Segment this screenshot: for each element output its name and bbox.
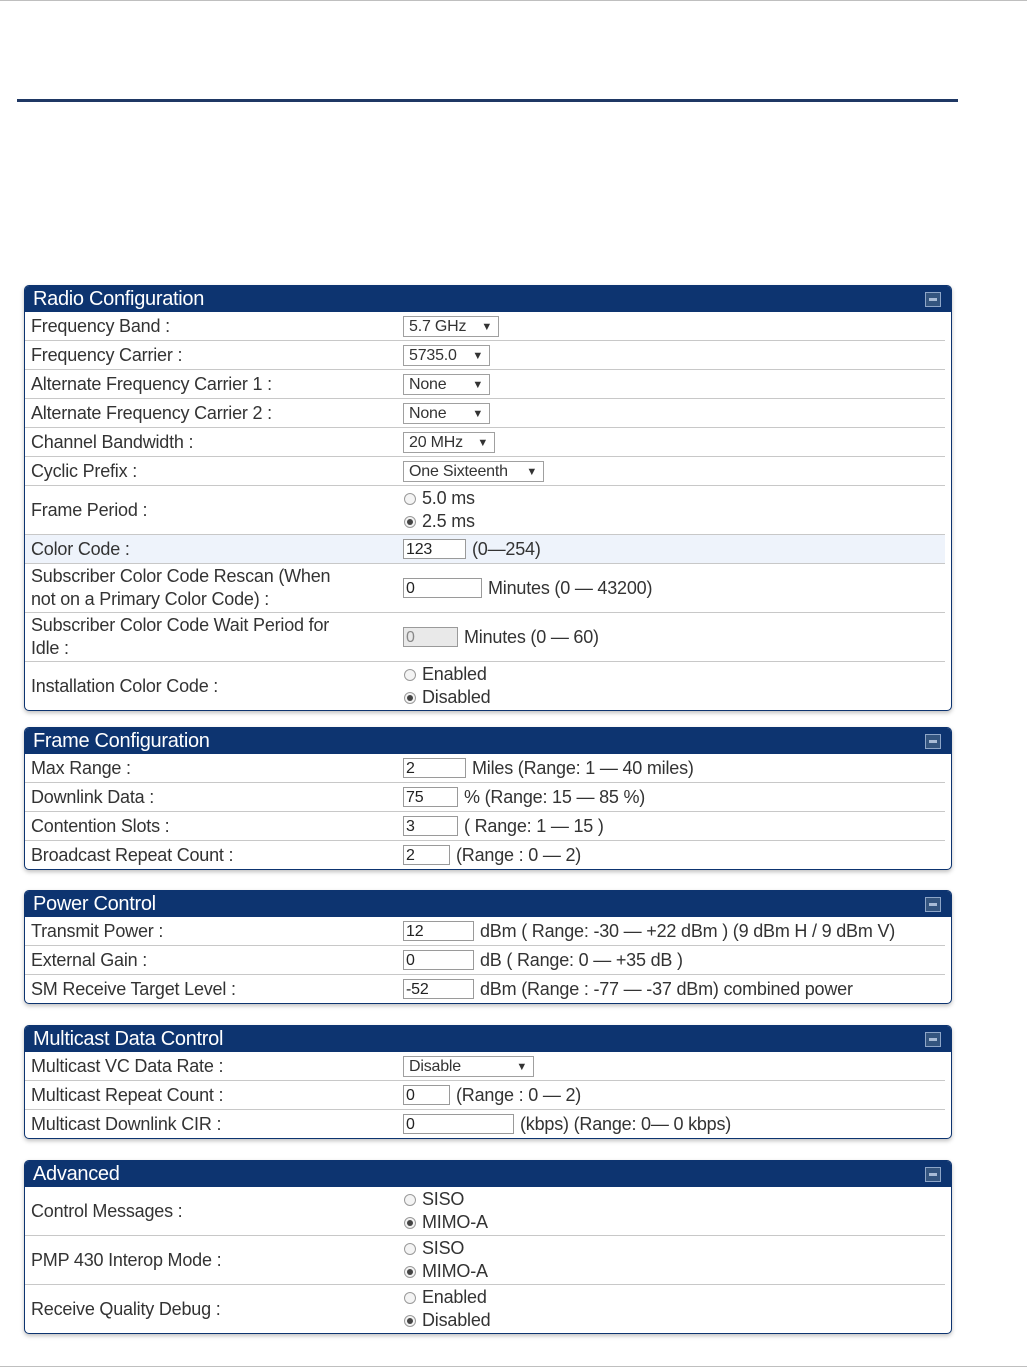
installation-color-code-label: Installation Color Code :	[31, 675, 219, 696]
color-code-rescan-range: Minutes (0 — 43200)	[488, 577, 653, 598]
dropdown-arrow-icon: ▼	[526, 465, 537, 478]
multicast-vc-data-rate-select[interactable]	[403, 1056, 534, 1077]
receive-quality-debug-option-disabled[interactable]	[403, 1309, 490, 1332]
broadcast-repeat-input[interactable]: 2	[403, 845, 450, 865]
multicast-repeat-count-row	[25, 1081, 945, 1110]
panel-title	[25, 891, 951, 917]
frame-configuration-panel	[24, 727, 952, 870]
panel-title	[25, 1026, 951, 1052]
cyclic-prefix-label: Cyclic Prefix :	[31, 460, 138, 481]
collapse-icon[interactable]	[925, 734, 941, 749]
interop-mode-label: PMP 430 Interop Mode :	[31, 1249, 222, 1270]
interop-mode-option-siso[interactable]	[403, 1237, 488, 1260]
downlink-data-label: Downlink Data :	[31, 786, 155, 807]
frame-period-label: Frame Period :	[31, 499, 148, 520]
receive-quality-debug-radio-group	[403, 1286, 490, 1332]
radio-button-icon[interactable]	[404, 1315, 416, 1327]
external-gain-input[interactable]: 0	[403, 950, 474, 970]
installation-color-code-radio-group	[403, 663, 490, 709]
option-label: Disabled	[422, 687, 491, 707]
transmit-power-row	[25, 917, 945, 946]
downlink-data-input[interactable]: 75	[403, 787, 458, 807]
color-code-wait-range: Minutes (0 — 60)	[464, 626, 599, 647]
downlink-data-row	[25, 783, 945, 812]
downlink-data-hint: % (Range: 15 — 85 %)	[464, 786, 646, 807]
multicast-downlink-cir-row	[25, 1110, 945, 1138]
frequency-band-value: 5.7 GHz	[409, 317, 467, 335]
collapse-icon[interactable]	[925, 897, 941, 912]
broadcast-repeat-label: Broadcast Repeat Count :	[31, 844, 234, 865]
dropdown-arrow-icon: ▼	[477, 436, 488, 449]
installation-option-disabled[interactable]	[403, 686, 490, 709]
collapse-icon[interactable]	[925, 1167, 941, 1182]
contention-slots-label: Contention Slots :	[31, 815, 170, 836]
multicast-downlink-cir-label: Multicast Downlink CIR :	[31, 1113, 222, 1134]
cyclic-prefix-select[interactable]	[403, 461, 544, 482]
option-label: 2.5 ms	[422, 511, 475, 531]
color-code-input[interactable]: 123	[403, 539, 466, 559]
option-label: SISO	[422, 1189, 465, 1209]
header-divider	[17, 99, 958, 102]
radio-configuration-panel	[24, 285, 952, 711]
frequency-band-row	[25, 312, 945, 341]
color-code-row	[25, 535, 945, 564]
alt-carrier-1-label: Alternate Frequency Carrier 1 :	[31, 373, 272, 394]
frame-period-radio-group	[403, 487, 475, 533]
sm-receive-target-input[interactable]: -52	[403, 979, 474, 999]
max-range-label: Max Range :	[31, 757, 131, 778]
multicast-repeat-count-hint: (Range : 0 — 2)	[456, 1084, 582, 1105]
bottom-divider	[0, 1366, 1027, 1367]
dropdown-arrow-icon: ▼	[472, 349, 483, 362]
external-gain-label: External Gain :	[31, 949, 148, 970]
cyclic-prefix-row	[25, 457, 945, 486]
installation-option-enabled[interactable]	[403, 663, 490, 686]
transmit-power-label: Transmit Power :	[31, 920, 164, 941]
color-code-rescan-row	[25, 564, 945, 613]
collapse-icon[interactable]	[925, 292, 941, 307]
control-messages-option-siso[interactable]	[403, 1188, 488, 1211]
collapse-icon[interactable]	[925, 1032, 941, 1047]
dropdown-arrow-icon: ▼	[481, 320, 492, 333]
sm-receive-target-label: SM Receive Target Level :	[31, 978, 236, 999]
interop-mode-row	[25, 1236, 945, 1285]
alt-carrier-2-value: None	[409, 404, 447, 422]
broadcast-repeat-row	[25, 841, 945, 869]
frequency-band-label: Frequency Band :	[31, 315, 170, 336]
contention-slots-row	[25, 812, 945, 841]
interop-mode-radio-group	[403, 1237, 488, 1283]
option-label: MIMO-A	[422, 1261, 488, 1281]
panel-title-text: Multicast Data Control	[33, 1028, 224, 1050]
control-messages-row	[25, 1187, 945, 1236]
multicast-downlink-cir-hint: (kbps) (Range: 0— 0 kbps)	[520, 1113, 732, 1134]
channel-bandwidth-select[interactable]	[403, 432, 495, 453]
label-line: not on a Primary Color Code) :	[31, 589, 270, 609]
option-label: Enabled	[422, 664, 487, 684]
color-code-wait-row	[25, 613, 945, 662]
interop-mode-option-mimo-a[interactable]	[403, 1260, 488, 1283]
frequency-carrier-row	[25, 341, 945, 370]
panel-title-text: Frame Configuration	[33, 730, 210, 752]
transmit-power-input[interactable]: 12	[403, 921, 474, 941]
alt-carrier-1-row	[25, 370, 945, 399]
advanced-panel	[24, 1160, 952, 1334]
panel-title-text: Radio Configuration	[33, 288, 205, 310]
panel-title	[25, 1161, 951, 1187]
alt-carrier-2-select[interactable]	[403, 403, 490, 424]
color-code-rescan-label	[25, 565, 397, 611]
color-code-rescan-input[interactable]: 0	[403, 578, 482, 598]
multicast-downlink-cir-input[interactable]: 0	[403, 1114, 514, 1134]
dropdown-arrow-icon: ▼	[472, 378, 483, 391]
frequency-carrier-select[interactable]	[403, 345, 490, 366]
multicast-vc-data-rate-label: Multicast VC Data Rate :	[31, 1055, 224, 1076]
max-range-input[interactable]: 2	[403, 758, 466, 778]
frame-period-option-5ms[interactable]	[403, 487, 475, 510]
channel-bandwidth-label: Channel Bandwidth :	[31, 431, 194, 452]
panel-title	[25, 728, 951, 754]
multicast-vc-data-rate-row	[25, 1052, 945, 1081]
radio-button-icon[interactable]	[404, 692, 416, 704]
radio-button-icon[interactable]	[404, 1217, 416, 1229]
alt-carrier-2-row	[25, 399, 945, 428]
contention-slots-hint: ( Range: 1 — 15 )	[464, 815, 604, 836]
receive-quality-debug-option-enabled[interactable]	[403, 1286, 490, 1309]
frame-period-option-2-5ms[interactable]	[403, 510, 475, 533]
external-gain-hint: dB ( Range: 0 — +35 dB )	[480, 949, 683, 970]
option-label: Disabled	[422, 1310, 491, 1330]
contention-slots-input[interactable]: 3	[403, 816, 458, 836]
radio-button-icon[interactable]	[404, 493, 416, 505]
option-label: MIMO-A	[422, 1212, 488, 1232]
broadcast-repeat-hint: (Range : 0 — 2)	[456, 844, 582, 865]
control-messages-label: Control Messages :	[31, 1200, 183, 1221]
transmit-power-hint: dBm ( Range: -30 — +22 dBm ) (9 dBm H / 9 dBm V)	[480, 920, 896, 941]
option-label: 5.0 ms	[422, 488, 475, 508]
radio-button-icon[interactable]	[404, 1292, 416, 1304]
alt-carrier-1-value: None	[409, 375, 447, 393]
sm-receive-target-hint: dBm (Range : -77 — -37 dBm) combined power	[480, 978, 853, 999]
top-divider	[0, 0, 1027, 1]
label-line: Subscriber Color Code Wait Period for	[31, 615, 330, 635]
color-code-wait-label	[25, 614, 397, 660]
frequency-carrier-label: Frequency Carrier :	[31, 344, 183, 365]
cyclic-prefix-value: One Sixteenth	[409, 462, 508, 480]
control-messages-option-mimo-a[interactable]	[403, 1211, 488, 1234]
alt-carrier-1-select[interactable]	[403, 374, 490, 395]
color-code-range: (0—254)	[472, 538, 541, 559]
frame-period-row	[25, 486, 945, 535]
frequency-band-select[interactable]	[403, 316, 499, 337]
panel-title	[25, 286, 951, 312]
radio-button-icon[interactable]	[404, 1266, 416, 1278]
label-line: Subscriber Color Code Rescan (When	[31, 566, 331, 586]
power-control-panel	[24, 890, 952, 1004]
multicast-data-control-panel	[24, 1025, 952, 1139]
receive-quality-debug-row	[25, 1285, 945, 1333]
option-label: Enabled	[422, 1287, 487, 1307]
multicast-repeat-count-input[interactable]: 0	[403, 1085, 450, 1105]
panel-title-text: Power Control	[33, 893, 156, 915]
radio-button-icon[interactable]	[404, 516, 416, 528]
control-messages-radio-group	[403, 1188, 488, 1234]
max-range-hint: Miles (Range: 1 — 40 miles)	[472, 757, 694, 778]
color-code-wait-input: 0	[403, 627, 458, 647]
multicast-repeat-count-label: Multicast Repeat Count :	[31, 1084, 224, 1105]
channel-bandwidth-row	[25, 428, 945, 457]
sm-receive-target-row	[25, 975, 945, 1003]
installation-color-code-row	[25, 662, 945, 710]
channel-bandwidth-value: 20 MHz	[409, 433, 463, 451]
option-label: SISO	[422, 1238, 465, 1258]
dropdown-arrow-icon: ▼	[472, 407, 483, 420]
alt-carrier-2-label: Alternate Frequency Carrier 2 :	[31, 402, 272, 423]
radio-button-icon[interactable]	[404, 1243, 416, 1255]
radio-button-icon[interactable]	[404, 1194, 416, 1206]
dropdown-arrow-icon: ▼	[516, 1060, 527, 1073]
label-line: Idle :	[31, 638, 69, 658]
external-gain-row	[25, 946, 945, 975]
color-code-label: Color Code :	[31, 538, 130, 559]
receive-quality-debug-label: Receive Quality Debug :	[31, 1298, 221, 1319]
max-range-row	[25, 754, 945, 783]
multicast-vc-data-rate-value: Disable	[409, 1057, 461, 1075]
radio-button-icon[interactable]	[404, 669, 416, 681]
panel-title-text: Advanced	[33, 1163, 120, 1185]
frequency-carrier-value: 5735.0	[409, 346, 457, 364]
